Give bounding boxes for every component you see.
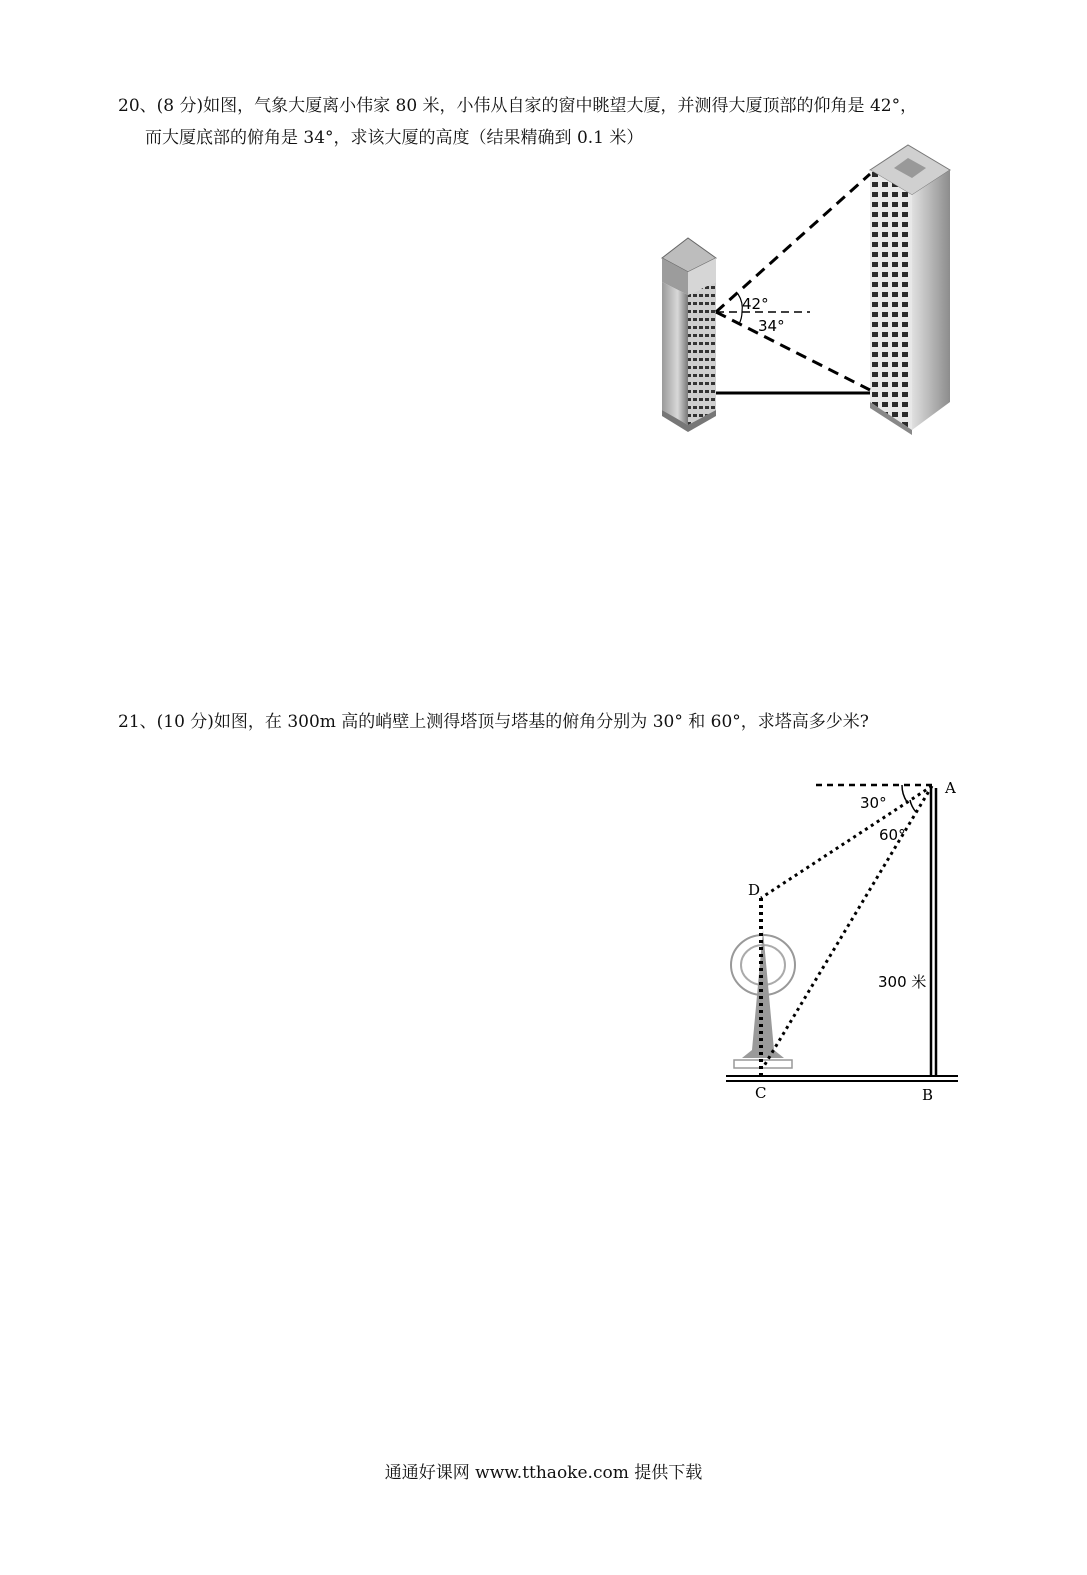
- q21-cliff-tower-figure: [720, 770, 970, 1110]
- point-label-a: A: [945, 779, 956, 797]
- angle-arc-60: [910, 800, 916, 812]
- meteorological-building: [870, 145, 950, 435]
- home-building: [662, 238, 716, 432]
- q21-text-line1: 21、(10 分)如图，在 300m 高的峭壁上测得塔顶与塔基的俯角分别为 30° 和 60°，求塔高多少米?: [118, 712, 869, 732]
- angle-label-42: 42°: [742, 295, 769, 313]
- point-label-d: D: [748, 881, 761, 899]
- sight-line-ac: [764, 786, 932, 1066]
- point-label-c: C: [755, 1084, 767, 1102]
- q20-text-line2: 而大厦底部的俯角是 34°，求该大厦的高度（结果精确到 0.1 米）: [145, 128, 644, 148]
- angle-label-30: 30°: [860, 794, 887, 812]
- q20-building-figure: [650, 140, 960, 435]
- elevation-sight-line: [716, 174, 870, 312]
- footer-text: 通通好课网 www.tthaoke.com 提供下载: [384, 1463, 703, 1483]
- point-label-b: B: [922, 1086, 934, 1104]
- q20-text-line1: 20、(8 分)如图，气象大厦离小伟家 80 米，小伟从自家的窗中眺望大厦，并测得大厦顶部的仰角是 42°，: [118, 96, 918, 116]
- sight-line-ad: [761, 786, 932, 898]
- angle-label-34: 34°: [758, 317, 785, 335]
- angle-arc-30: [902, 785, 907, 802]
- angle-label-60: 60°: [879, 826, 906, 844]
- cliff-height-label: 300 米: [878, 973, 927, 991]
- angle-arc-34: [739, 312, 742, 324]
